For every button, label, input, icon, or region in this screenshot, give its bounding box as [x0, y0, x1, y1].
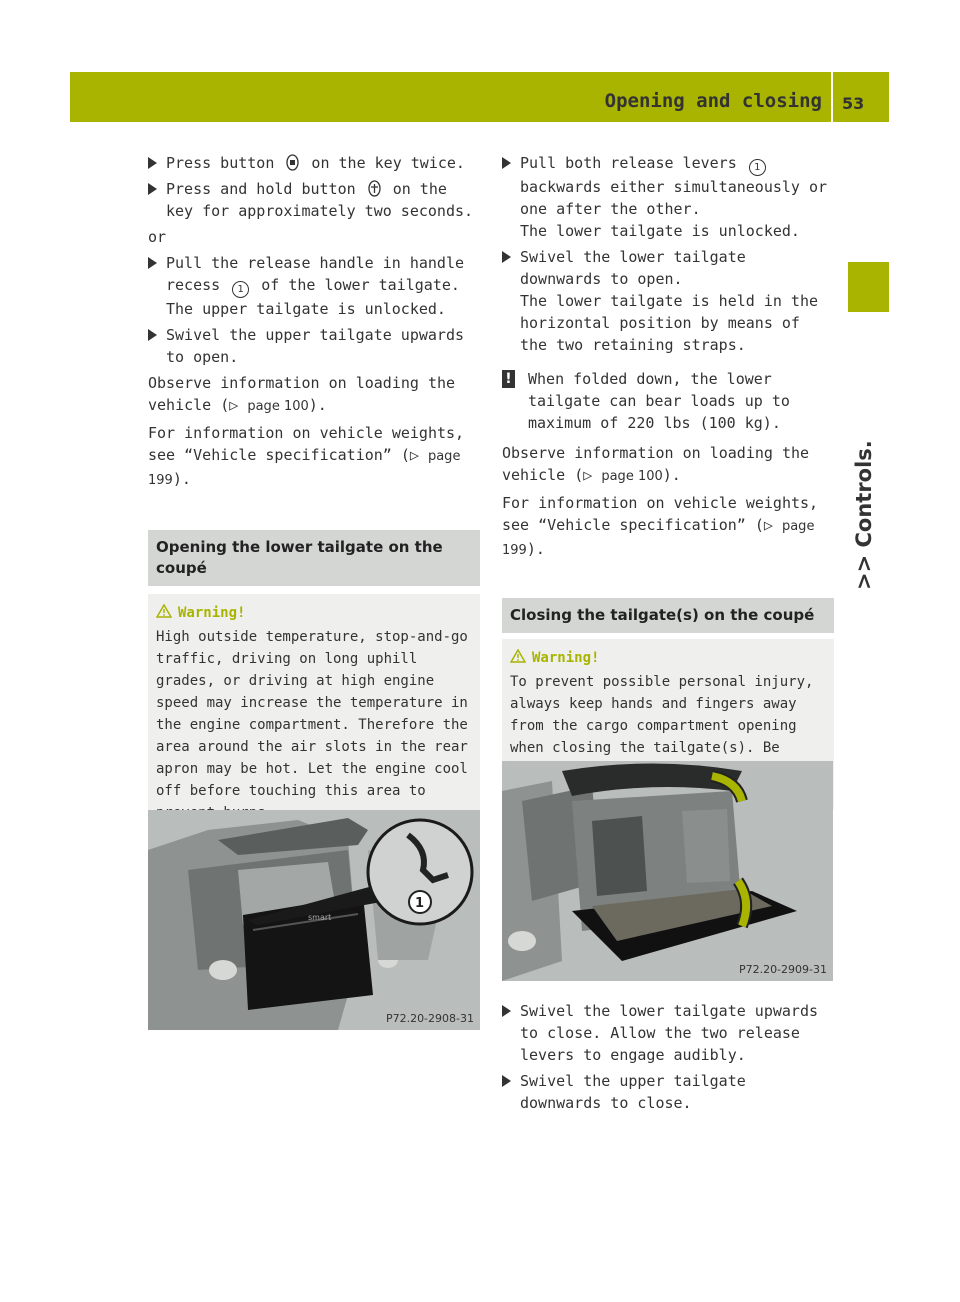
- photo-lower-tailgate: [148, 810, 480, 1030]
- side-tab-label-wrap: [852, 440, 882, 590]
- section-heading: Opening the lower tailgate on the coupé: [148, 530, 480, 586]
- unlock-key-icon: [286, 154, 299, 171]
- photo-callout-1: 1: [415, 896, 425, 911]
- section-heading: Closing the tailgate(s) on the coupé: [502, 598, 834, 633]
- step-arrow-icon: [148, 257, 157, 269]
- page-number: 53: [842, 94, 865, 113]
- note-exclamation-icon: !: [502, 370, 515, 388]
- warning-triangle-icon: [510, 649, 526, 663]
- photo-code: P72.20-2909-31: [738, 963, 827, 976]
- warning-title: Warning!: [156, 602, 472, 624]
- page-ref-link[interactable]: page 100: [601, 469, 663, 484]
- step-swivel-upper-down: Swivel the upper tailgate downwards to close.: [502, 1070, 834, 1114]
- weights-info: For information on vehicle weights, see “Vehicle specification” (▷ page 199).: [148, 424, 465, 488]
- step-arrow-icon: [148, 157, 157, 169]
- warning-text: To prevent possible personal injury, always keep hands and fingers away from the cargo compartment opening when closing the tailgate(s). Be: [510, 674, 814, 756]
- weights-info: For information on vehicle weights, see “Vehicle specification” (▷ page 199).: [502, 494, 819, 558]
- step-arrow-icon: [148, 329, 157, 341]
- tailgate-key-icon: [368, 180, 381, 197]
- side-tab-label: >> Controls.: [852, 440, 876, 590]
- left-column: [148, 152, 480, 896]
- step-arrow-icon: [148, 183, 157, 195]
- warning-text: High outside temperature, stop-and-go traffic, driving on long uphill grades, or driving at high engine speed may increase the temperature in the engine compartment. Therefore the area around the air slots in the rear apron may be hot. Let the engine cool off before touching this area to: [156, 629, 468, 799]
- step-press-hold: Press and hold button on the key for approximately two seconds.: [148, 178, 480, 222]
- or-text: or: [148, 228, 167, 246]
- smart-badge: smart: [308, 913, 332, 922]
- step-result: The upper tailgate is unlocked.: [166, 300, 446, 318]
- side-tab-marker: [848, 262, 889, 312]
- right-column-bottom: [502, 1000, 834, 1118]
- step-result: The lower tailgate is unlocked.: [520, 222, 800, 240]
- note-load: ! When folded down, the lower tailgate can bear loads up to maximum of 220 lbs (100 kg).: [502, 368, 834, 434]
- warning-triangle-icon: [156, 604, 172, 618]
- step-pull-levers: Pull both release levers 1 backwards either simultaneously or one after the other. The lower tailgate is unlocked.: [502, 152, 834, 242]
- right-column: [502, 152, 834, 809]
- step-swivel-upper: Swivel the upper tailgate upwards to open.: [148, 324, 480, 368]
- step-arrow-icon: [502, 1075, 511, 1087]
- car-open-tailgate-illustration: [502, 761, 833, 981]
- page-ref-link[interactable]: page 100: [247, 399, 309, 414]
- step-arrow-icon: [502, 251, 511, 263]
- car-rear-illustration: [148, 810, 480, 1030]
- photo-code: P72.20-2908-31: [385, 1012, 474, 1025]
- page-ref-link[interactable]: page 199: [502, 519, 815, 558]
- callout-1-icon: 1: [749, 159, 766, 176]
- step-arrow-icon: [502, 1005, 511, 1017]
- warning-title: Warning!: [510, 647, 826, 669]
- step-press-button: Press button on the key twice.: [148, 152, 480, 174]
- step-arrow-icon: [502, 157, 511, 169]
- loading-info: Observe information on loading the vehicle (▷ page 100).: [502, 444, 810, 484]
- step-pull-handle: Pull the release handle in handle recess 1 of the lower tailgate. The upper tailgate is unlocked.: [148, 252, 480, 320]
- warning-box: [148, 594, 480, 830]
- loading-info: Observe information on loading the vehicle (▷ page 100).: [148, 374, 456, 414]
- callout-1-icon: 1: [232, 281, 249, 298]
- photo-closing-tailgate: [502, 761, 833, 981]
- page-ref-link[interactable]: page 199: [148, 449, 461, 488]
- step-result: The lower tailgate is held in the horizontal position by means of the two retaining straps.: [520, 292, 819, 354]
- page-section-title: Opening and closing: [604, 90, 822, 112]
- step-swivel-lower-down: Swivel the lower tailgate downwards to open. The lower tailgate is held in the horizontal position by means of the two retaining straps.: [502, 246, 834, 356]
- header-divider: [831, 72, 833, 122]
- step-swivel-lower-up: Swivel the lower tailgate upwards to close. Allow the two release levers to engage audibly.: [502, 1000, 834, 1066]
